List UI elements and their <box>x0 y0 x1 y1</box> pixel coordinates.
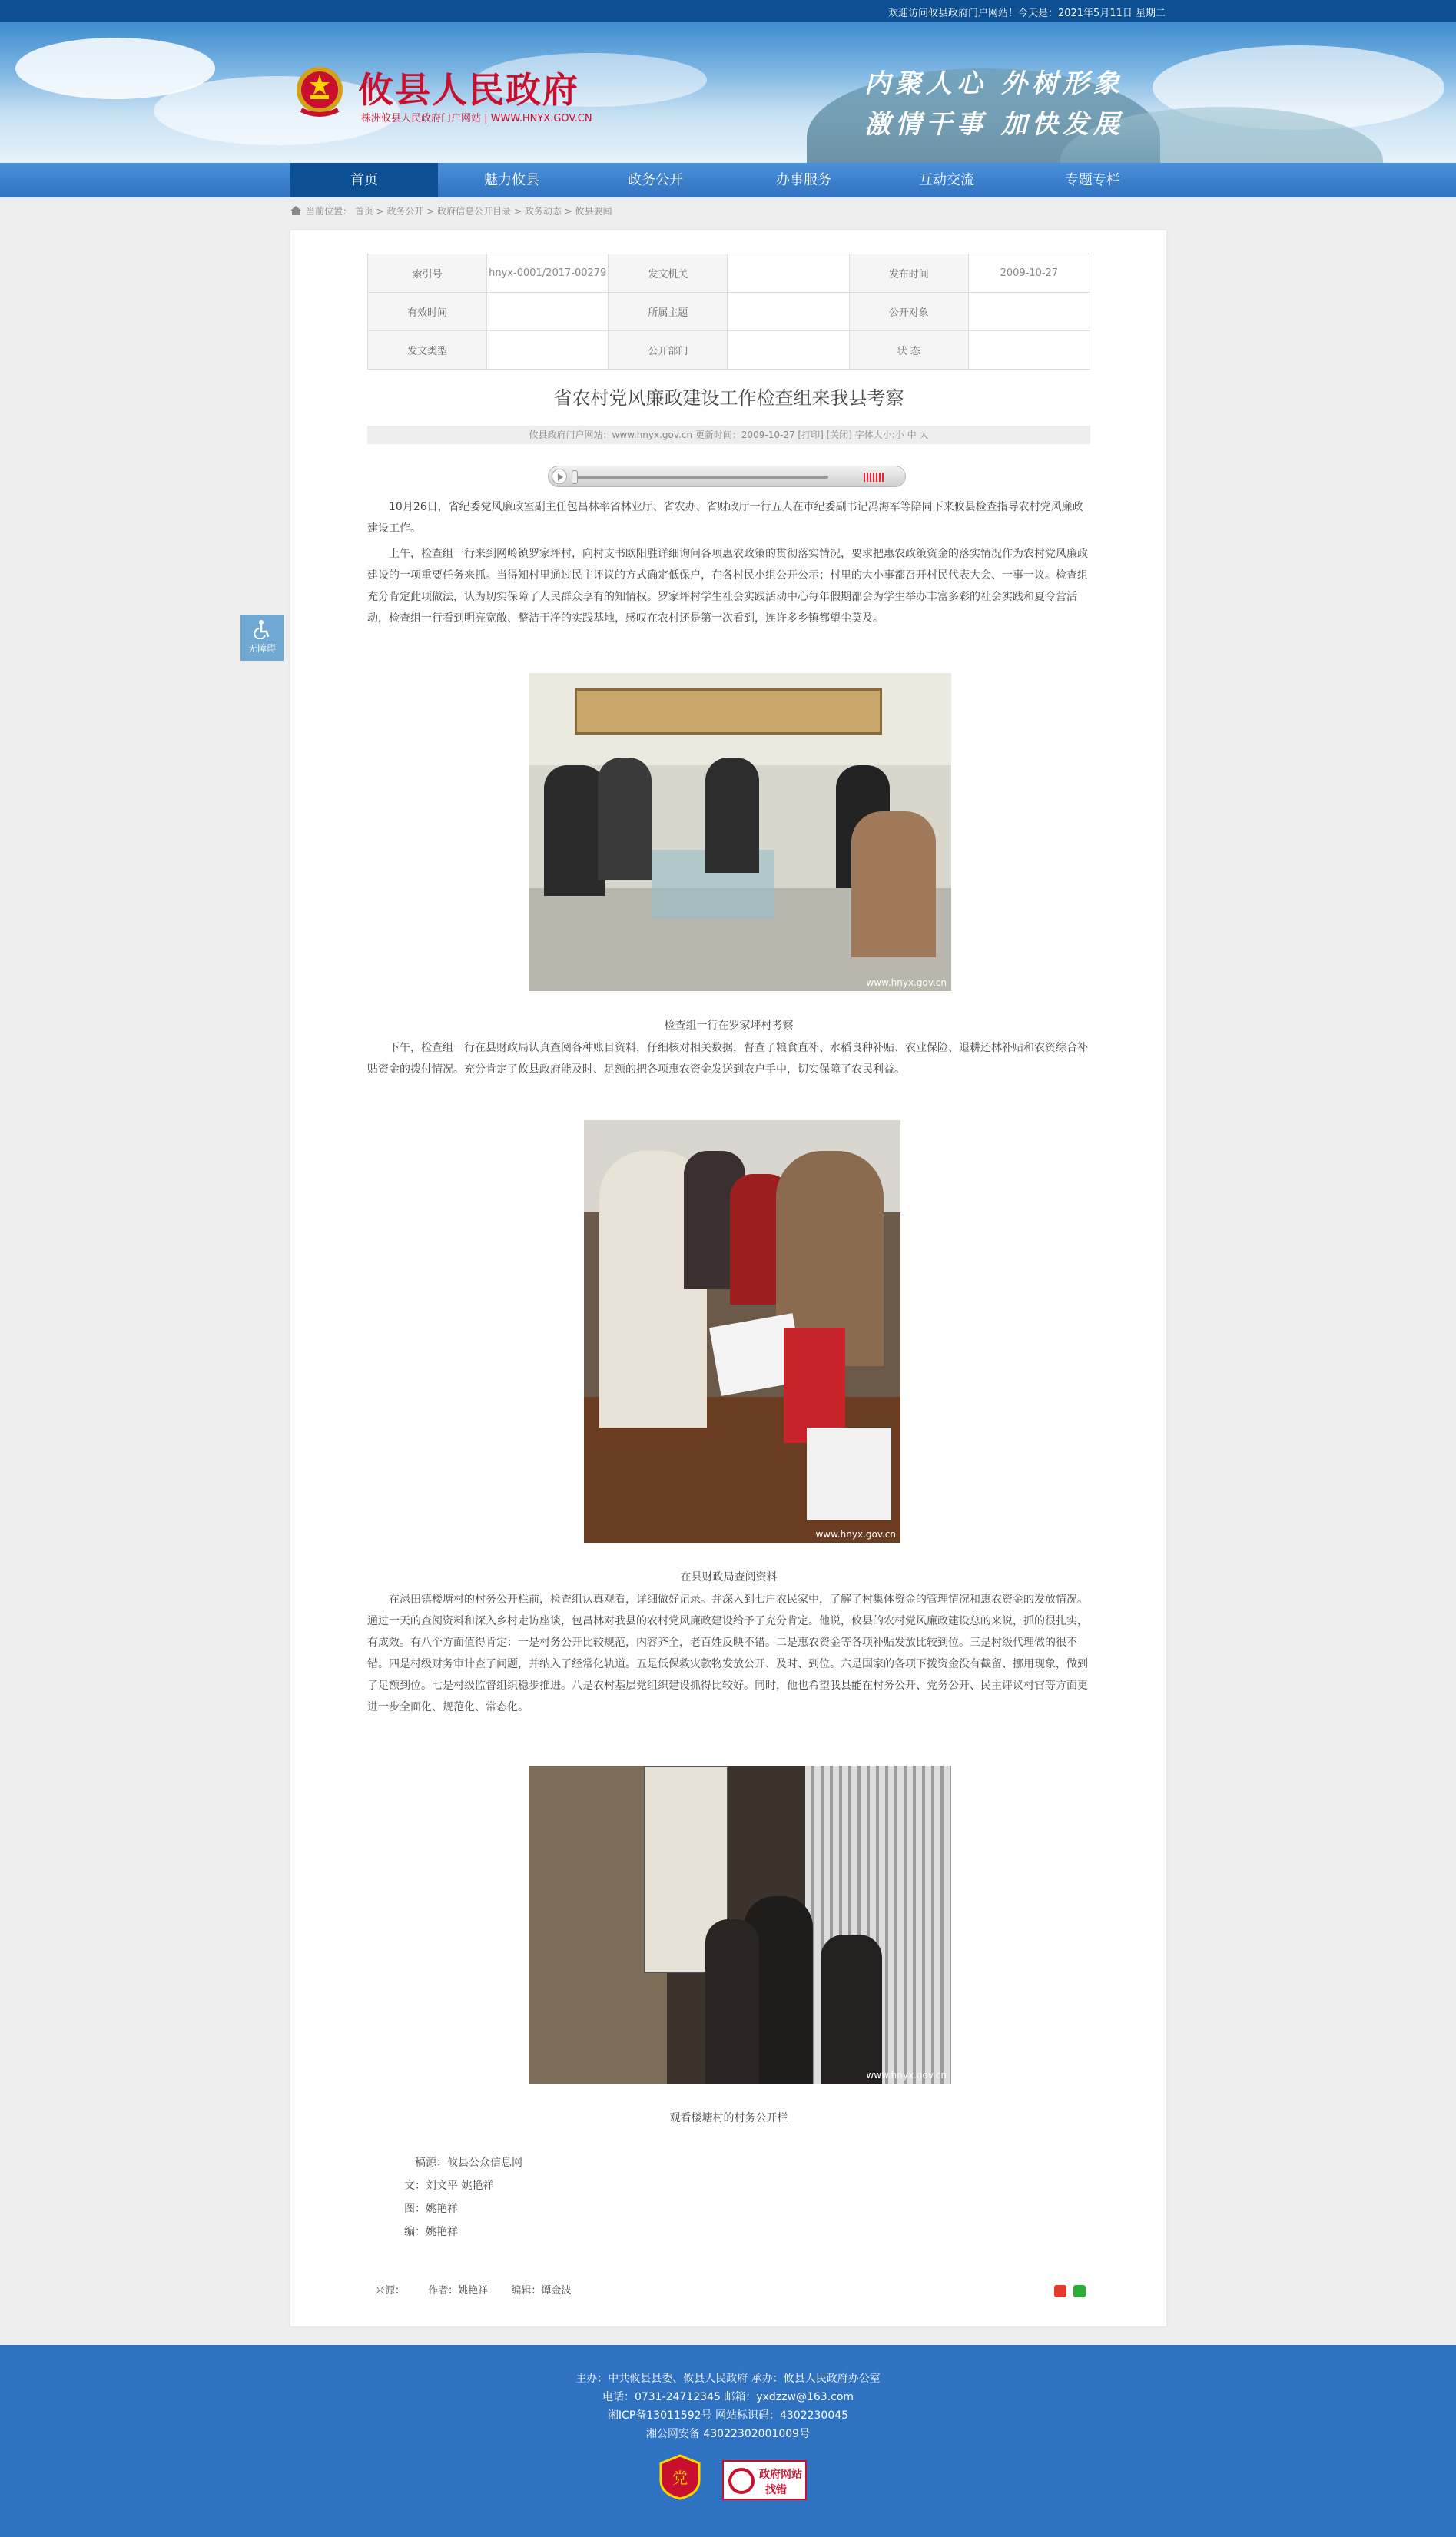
header-banner <box>0 22 1456 163</box>
meta-org-value <box>728 254 849 293</box>
volume-icon[interactable] <box>864 473 884 482</box>
footer-host: 主办：中共攸县县委、攸县人民政府 承办：攸县人民政府办公室 <box>575 2373 881 2385</box>
nav-special-topics[interactable]: 专题专栏 <box>1065 172 1120 188</box>
slogan-line-2: 激情干事 加快发展 <box>864 109 1124 140</box>
meta-valid-value <box>487 293 609 331</box>
magnifier-icon <box>728 2468 755 2494</box>
editor-label: 编辑：谭金波 <box>511 2285 572 2297</box>
article-paragraph: 上午，检查组一行来到网岭镇罗家坪村，向村支书欧阳胜详细询问各项惠农政策的贯彻落实情况，要求把惠农政策资金的落实情况作为农村党风廉政建设的一项重要任务来抓。当得知村里通过民主评议的方式确定低保户，在各村民小组公开公示；村里的大小事都召开村民代表大会、一事一议。检查组充分肯定此项做法，认为切实保障了人民群众享有的知情权。罗家坪村学生社会实践活动中心每年假期都会为学生举办丰富多彩的社会实践和夏令营活动，检查组一行看到明亮宽敞、整洁干净的实践基地，感叹在农村还是第一次看到，连许多乡镇都望尘莫及。 <box>367 548 1088 625</box>
photo-caption: 检查组一行在罗家坪村考察 <box>664 1020 794 1032</box>
progress-handle[interactable] <box>572 470 578 484</box>
site-title[interactable]: 攸县人民政府 <box>358 69 579 111</box>
meta-status-value <box>968 331 1090 370</box>
meta-label: 有效时间 <box>368 293 487 331</box>
meta-index-value: hnyx-0001/2017-00279 <box>487 254 609 293</box>
nav-interaction[interactable]: 互动交流 <box>919 172 974 188</box>
article-footer-meta <box>375 2282 591 2297</box>
meta-label: 发布时间 <box>849 254 968 293</box>
audio-player <box>548 466 906 487</box>
meta-dept-value <box>728 331 849 370</box>
play-button[interactable] <box>552 469 567 484</box>
main-nav <box>0 163 1456 197</box>
photo-caption: 在县财政局查阅资料 <box>680 1571 778 1584</box>
author-label: 作者：姚艳祥 <box>428 2285 489 2297</box>
share-buttons <box>1051 2285 1086 2300</box>
article-info-bar[interactable]: 攸县政府门户网站：www.hnyx.gov.cn 更新时间：2009-10-27 [打印] [关闭] 字体大小:小 中 大 <box>367 426 1090 444</box>
accessibility-button[interactable] <box>240 615 284 661</box>
article-paragraph: 下午，检查组一行在县财政局认真查阅各种账目资料，仔细核对相关数据，督查了粮食直补、水稻良种补贴、农业保险、退耕还林补贴和农资综合补贴资金的拨付情况。充分肯定了攸县政府能及时、足额的把各项惠农资金发送到农户手中，切实保障了农民利益。 <box>367 1042 1088 1076</box>
accessibility-label: 无障碍 <box>247 643 276 654</box>
photo-caption: 观看楼塘村的村务公开栏 <box>669 2112 788 2124</box>
wheelchair-icon <box>254 619 270 639</box>
meta-label: 公开部门 <box>609 331 728 370</box>
article-photo <box>529 673 951 991</box>
document-meta-table <box>367 254 1090 370</box>
footer-icp[interactable]: 湘ICP备13011592号 网站标识码：4302230045 <box>607 2409 849 2422</box>
breadcrumb-text[interactable]: 当前位置： 首页 > 政务公开 > 政府信息公开目录 > 政务动态 > 攸县要闻 <box>306 206 612 217</box>
breadcrumb <box>290 204 612 223</box>
meta-label: 所属主题 <box>609 293 728 331</box>
progress-track[interactable] <box>575 476 828 479</box>
government-website-error-report[interactable] <box>722 2460 807 2500</box>
credit-editor: 编：姚艳祥 <box>404 2226 458 2238</box>
home-icon <box>290 206 301 215</box>
footer-contact: 电话：0731-24712345 邮箱：yxdzzw@163.com <box>602 2391 854 2403</box>
meta-label: 发文机关 <box>609 254 728 293</box>
credit-photo: 图：姚艳祥 <box>404 2203 458 2215</box>
meta-target-value <box>968 293 1090 331</box>
meta-topic-value <box>728 293 849 331</box>
meta-label: 状 态 <box>849 331 968 370</box>
article-photo <box>529 1766 951 2084</box>
source-label: 来源： <box>375 2285 406 2297</box>
nav-government-affairs[interactable]: 政务公开 <box>628 172 683 188</box>
badge-text-2: 找错 <box>765 2484 787 2496</box>
nav-home[interactable]: 首页 <box>290 163 438 197</box>
credit-writer: 文：刘文平 姚艳祥 <box>404 2180 494 2192</box>
article-paragraph: 10月26日，省纪委党风廉政室副主任包昌林率省林业厅、省农办、省财政厅一行五人在市纪委副书记冯海军等陪同下来攸县检查指导农村党风廉政建设工作。 <box>367 501 1083 535</box>
meta-label: 发文类型 <box>368 331 487 370</box>
article-title: 省农村党风廉政建设工作检查组来我县考察 <box>553 387 904 409</box>
footer-police-record[interactable]: 湘公网安备 43022302001009号 <box>645 2428 811 2440</box>
wechat-share-icon[interactable] <box>1073 2285 1086 2297</box>
welcome-text: 欢迎访问攸县政府门户网站！今天是：2021年5月11日 星期二 <box>887 8 1166 19</box>
photo-watermark: www.hnyx.gov.cn <box>866 977 947 988</box>
photo-watermark: www.hnyx.gov.cn <box>815 1529 896 1540</box>
badge-text-1: 政府网站 <box>759 2469 802 2481</box>
nav-services[interactable]: 办事服务 <box>776 172 831 188</box>
nav-charm-youxian[interactable]: 魅力攸县 <box>484 172 539 188</box>
site-subtitle: 株洲攸县人民政府门户网站 | WWW.HNYX.GOV.CN <box>361 113 592 124</box>
svg-text:党: 党 <box>672 2469 688 2487</box>
slogan-line-1: 内聚人心 外树形象 <box>864 68 1124 99</box>
meta-label: 索引号 <box>368 254 487 293</box>
article-paragraph: 在渌田镇楼塘村的村务公开栏前，检查组认真观看，详细做好记录。并深入到七户农民家中，了解了村集体资金的管理情况和惠农资金的发放情况。通过一天的查阅资料和深入乡村走访座谈，包昌林对我县的农村党风廉政建设给予了充分肯定。他说，攸县的农村党风廉政建设总的来说，抓的很扎实，有成效。有八个方面值得肯定：一是村务公开比较规范，内容齐全，老百姓反映不错。二是惠农资金等各项补贴发放比较到位。三是村级代理做的很不错。四是村级财务审计查了问题，并纳入了经常化轨道。五是低保救灾款物发放公开、及时、到位。六是国家的各项下拨资金没有截留、挪用现象，做到了足额到位。七是村级监督组织稳步推进。八是农村基层党组织建设抓得比较好。同时，他也希望我县能在村务公开、党务公开、民主评议村官等方面更进一步全面化、规范化、常态化。 <box>367 1594 1088 1713</box>
meta-type-value <box>487 331 609 370</box>
top-strip <box>0 0 1456 22</box>
party-government-badge-icon[interactable] <box>659 2454 701 2500</box>
meta-label: 公开对象 <box>849 293 968 331</box>
national-emblem-icon <box>294 64 346 121</box>
photo-watermark: www.hnyx.gov.cn <box>866 2070 947 2081</box>
credit-source: 稿源：攸县公众信息网 <box>415 2157 522 2169</box>
article-photo <box>584 1120 900 1543</box>
weibo-share-icon[interactable] <box>1054 2285 1066 2297</box>
meta-date-value: 2009-10-27 <box>968 254 1090 293</box>
